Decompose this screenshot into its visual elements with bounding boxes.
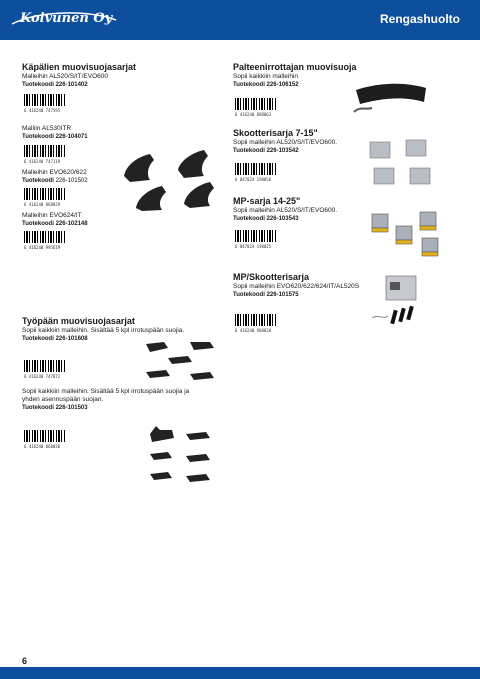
skoott-line: Sopii malleihin AL520/S/IT/EVO600. — [233, 139, 338, 146]
head-covers-image — [142, 336, 218, 388]
tyopaan-line2b: yhden asennuspään suojan. — [22, 396, 104, 403]
palteen-line: Sopii kaikkiin malleihin — [233, 73, 299, 80]
barcode — [235, 230, 277, 242]
kapalien-block-2 — [22, 125, 222, 141]
barcode — [24, 231, 66, 243]
page-number: 6 — [22, 656, 28, 666]
barcode — [24, 145, 66, 157]
barcode — [24, 94, 66, 106]
barcode-number: 6 416240 747872 — [24, 374, 61, 379]
barcode-number: 6 416240 747595 — [24, 108, 61, 113]
kapalien-code2: Tuotekoodi 226-104071 — [22, 134, 88, 140]
head-covers-set-image — [146, 424, 218, 486]
barcode-number: 6 416240 888063 — [235, 112, 272, 117]
kapalien-code1: Tuotekoodi 226-101402 — [22, 82, 88, 88]
footer-bar — [0, 667, 480, 679]
tyopaan-line2a: Sopii kaikkiin malleihin. Sisältää 5 kpl irrotuspään suojia ja — [22, 388, 190, 395]
mp-title: MP-sarja 14-25" — [233, 196, 301, 206]
tyopaan-code1: Tuotekoodi 226-101608 — [22, 336, 88, 342]
header-bar — [0, 0, 480, 40]
barcode-number: 6 416240 908028 — [235, 328, 272, 333]
barcode — [235, 314, 277, 326]
tyopaan-block-2 — [22, 388, 252, 412]
tyopaan-code2: Tuotekoodi 226-101503 — [22, 405, 88, 411]
barcode-number: 6 416240 868036 — [24, 444, 61, 449]
scooter-kit-image — [366, 138, 440, 192]
barcode — [235, 98, 277, 110]
kapalien-line1: Malleihin AL520/S/IT/EVO600 — [22, 73, 108, 80]
kapalien-block — [22, 62, 222, 89]
brand-logo: Koivunen Oy — [20, 11, 113, 26]
section-title: Rengashuolto — [380, 12, 460, 26]
tyopaan-line1: Sopii kaikkiin malleihin. Sisältää 5 kpl irrotuspään suojia. — [22, 327, 185, 334]
palteen-code: Tuotekoodi 226-106152 — [233, 82, 299, 88]
palteen-title: Palteenirrottajan muovisuoja — [233, 62, 357, 72]
kapalien-code4: Tuotekoodi 226-102148 — [22, 221, 88, 227]
kapalien-line4: Malleihin EVO624/IT — [22, 212, 82, 219]
mpsk-title: MP/Skootterisarja — [233, 272, 310, 282]
mpsk-block — [233, 272, 473, 299]
kapalien-line2: Malliin AL530ITR — [22, 125, 72, 132]
barcode-number: 6 416240 868029 — [24, 202, 61, 207]
kapalien-title: Käpälien muovisuojasarjat — [22, 62, 137, 72]
mp-line: Sopii malleihin AL520/S/IT/EVO600. — [233, 207, 338, 214]
mpsk-code: Tuotekoodi 226-101575 — [233, 292, 299, 298]
mp-scooter-kit-image — [370, 270, 430, 330]
barcode — [24, 430, 66, 442]
barcode — [24, 360, 66, 372]
bead-breaker-cover-image — [350, 78, 430, 120]
kapalien-line3: Malleihin EVO620/622 — [22, 169, 87, 176]
kapalien-code3: Tuotekoodi 226-101502 — [22, 178, 88, 184]
mp-code: Tuotekoodi 226-103543 — [233, 216, 299, 222]
tyopaan-title: Työpään muovisuojasarjat — [22, 316, 135, 326]
barcode-number: 6 047024 198025 — [235, 244, 272, 249]
barcode-number: 6 047024 198056 — [235, 177, 272, 182]
skoott-code: Tuotekoodi 226-103542 — [233, 148, 299, 154]
mpsk-line: Sopii malleihin EVO620/622/624/IT/AL520S — [233, 283, 360, 290]
barcode-number: 6 416240 747119 — [24, 159, 61, 164]
skoott-title: Skootterisarja 7-15" — [233, 128, 318, 138]
kapalien-block-4 — [22, 212, 222, 228]
jaw-covers-image — [120, 148, 220, 212]
barcode-number: 6 416240 995619 — [24, 245, 61, 250]
barcode — [24, 188, 66, 200]
barcode — [235, 163, 277, 175]
mp-kit-image — [366, 206, 446, 260]
